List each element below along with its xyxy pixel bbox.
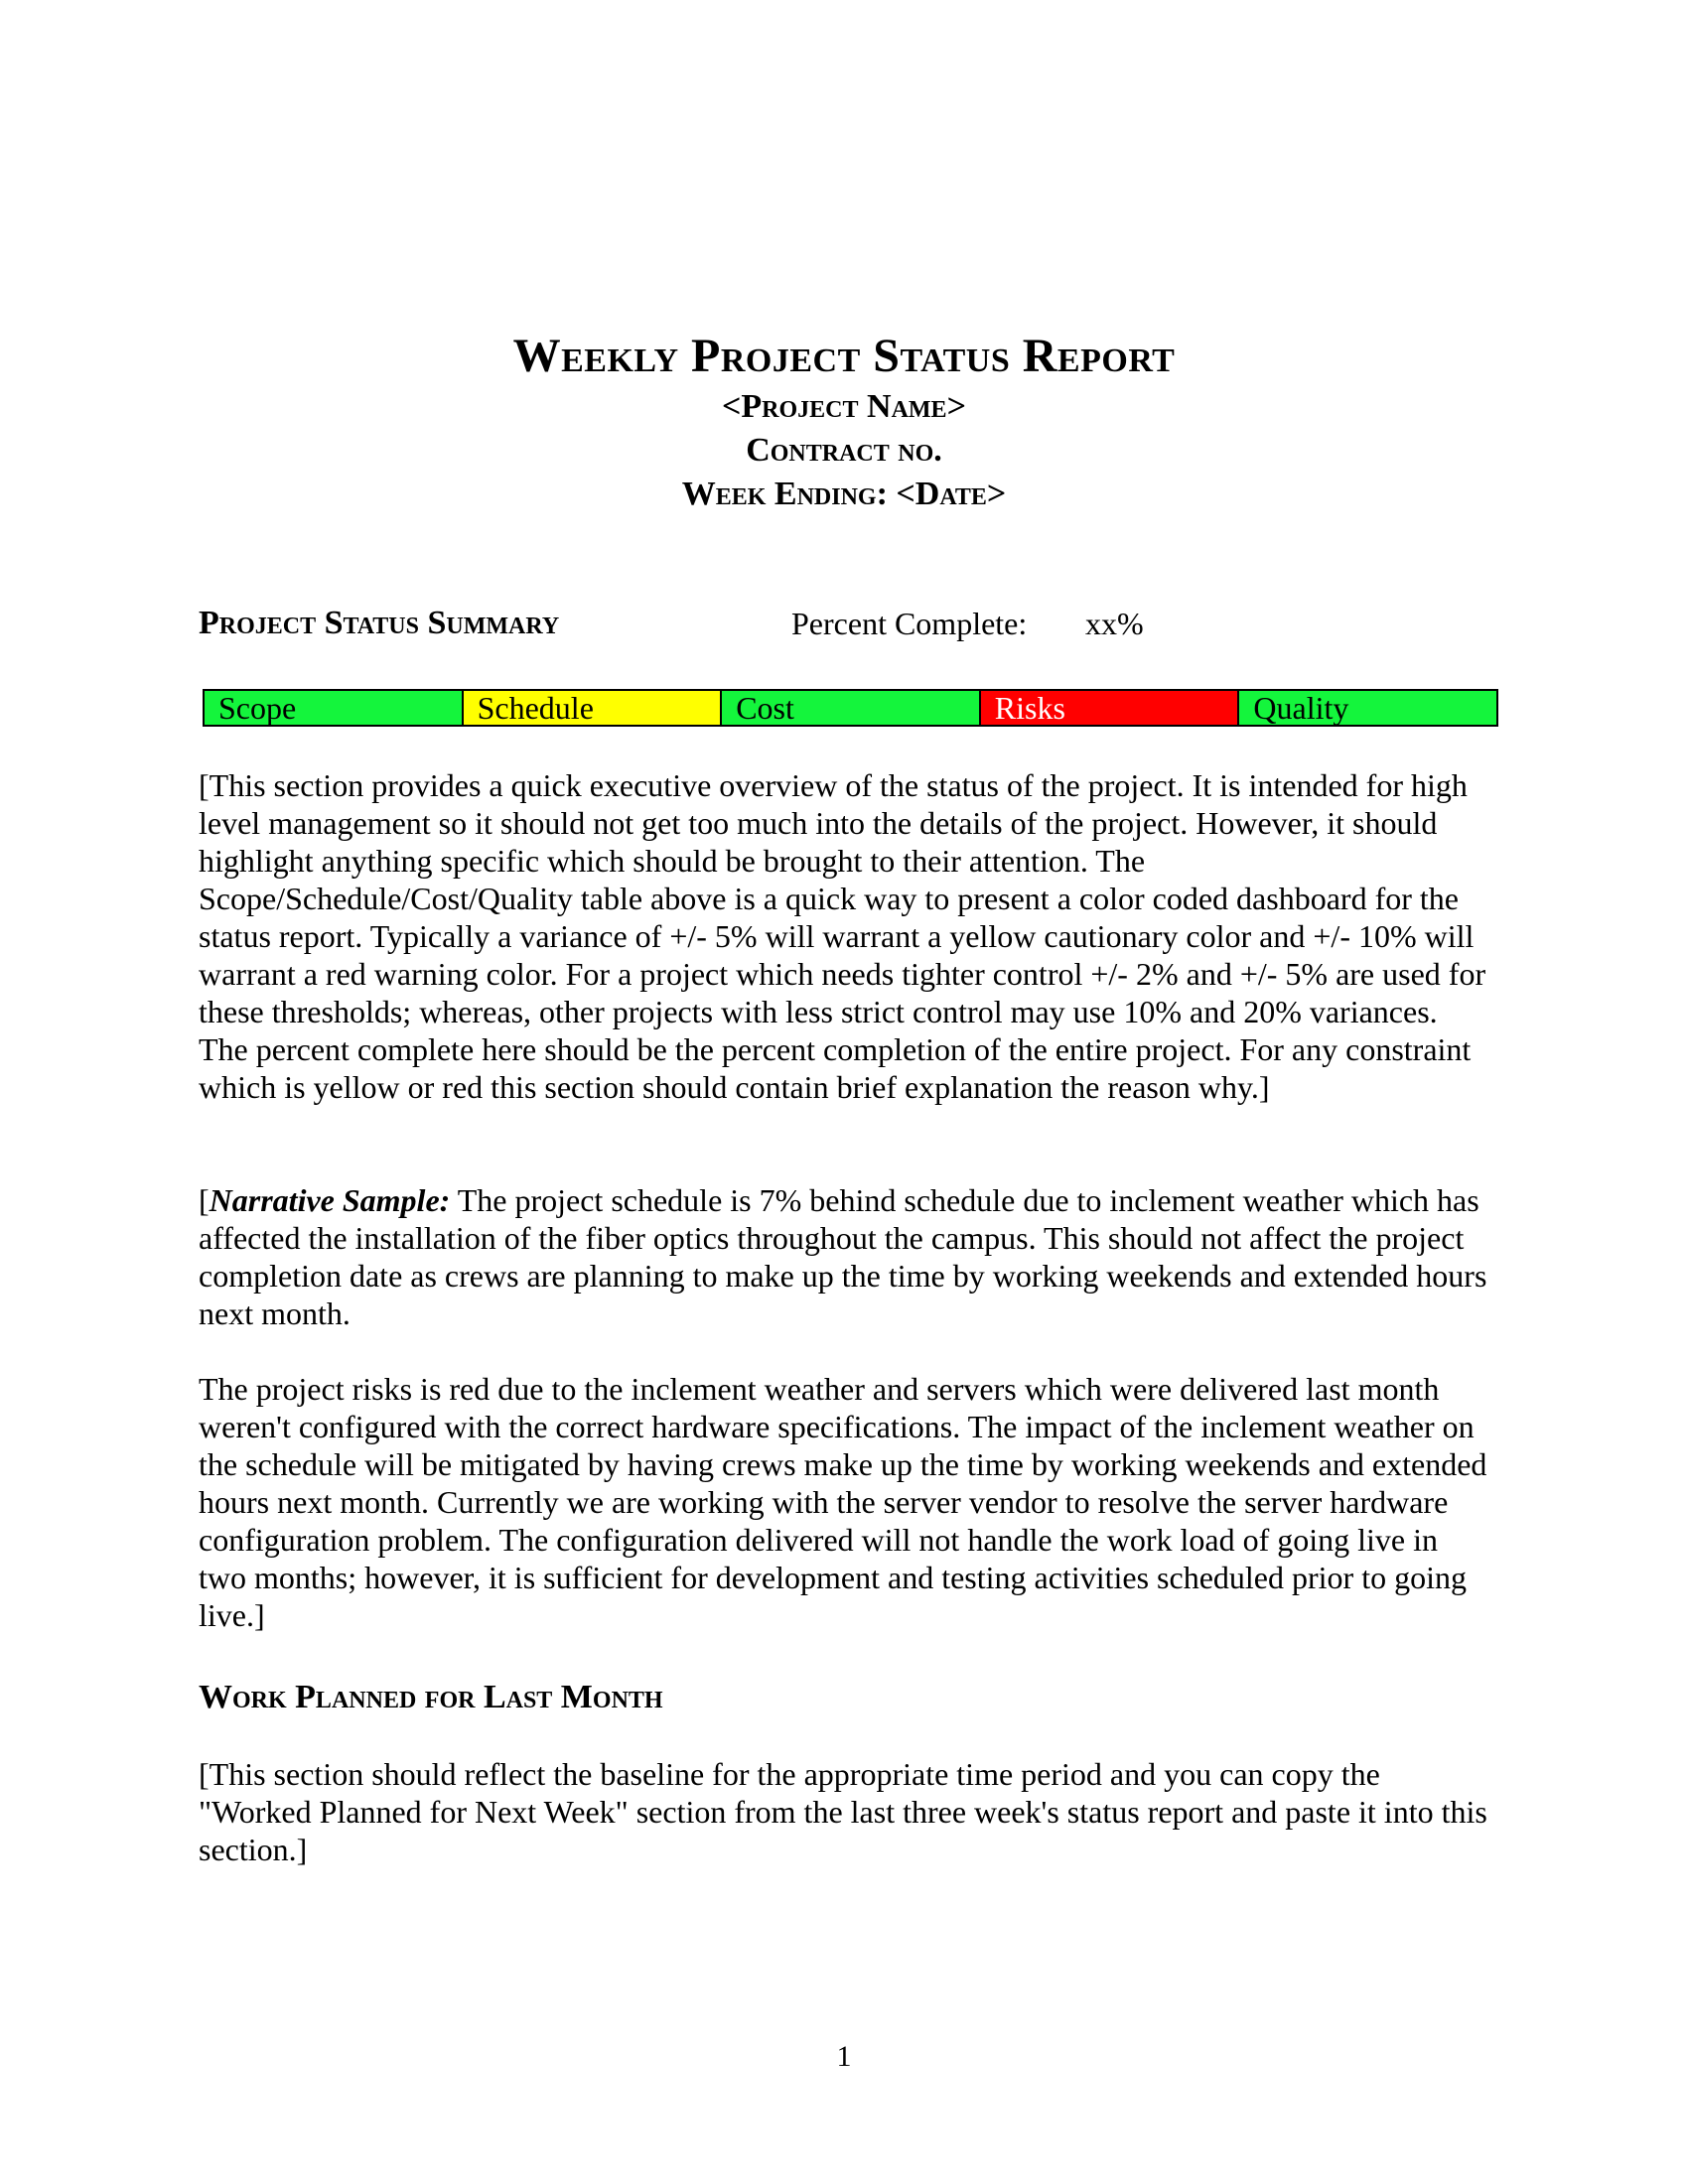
status-dashboard-table	[203, 689, 1498, 727]
overview-paragraph: [This section provides a quick executive overview of the status of the project. It is intended for high level management so it should not get too much into the details of the project. However, it should highlight anything specific which should be brought to their attention. The Scope/Schedule/Cost/Quality table above is a quick way to present a color coded dashboard for the status report. Typically a variance of +/- 5% will warrant a yellow cautionary color and +/- 10% will warrant a red warning color. For a project which needs tighter control +/- 2% and +/- 5% are used for these thresholds; whereas, other projects with less strict control may use 10% and 20% variances. The percent complete here should be the percent completion of the entire project. For any constraint which is yellow or red this section should contain brief explanation the reason why.]	[199, 767, 1486, 1105]
risks-paragraph: The project risks is red due to the inclement weather and servers which were delivered last month weren't configured with the correct hardware specifications. The impact of the inclement weather on the schedule will be mitigated by having crews make up the time by working weekends and extended hours next month. Currently we are working with the server vendor to resolve the server hardware configuration problem. The configuration delivered will not handle the work load of going live in two months; however, it is sufficient for development and testing activities scheduled prior to going live.]	[199, 1371, 1487, 1633]
title-block	[0, 328, 1688, 516]
dashboard-cell-schedule: Schedule	[464, 691, 723, 725]
dashboard-cell-quality: Quality	[1239, 691, 1496, 725]
dashboard-cell-risks: Risks	[981, 691, 1240, 725]
status-summary-heading: Project Status Summary	[199, 605, 560, 641]
contract-number: Contract no.	[746, 432, 942, 469]
percent-complete-label: Percent Complete:	[791, 606, 1028, 641]
work-planned-paragraph: [This section should reflect the baseline for the appropriate time period and you can copy the "Worked Planned for Next Week" section from the last three week's status report and paste it into this section.]	[199, 1756, 1487, 1867]
week-ending: Week Ending: <Date>	[681, 476, 1007, 512]
work-planned-heading: Work Planned for Last Month	[199, 1679, 663, 1715]
narrative-paragraph	[199, 1181, 1489, 1332]
narrative-open-bracket: [	[199, 1182, 210, 1218]
page-number: 1	[836, 2040, 852, 2073]
dashboard-cell-cost: Cost	[722, 691, 981, 725]
narrative-label: Narrative Sample:	[209, 1182, 451, 1218]
project-name: <Project Name>	[722, 388, 966, 425]
narrative-text: The project schedule is 7% behind schedule due to inclement weather which has affected the installation of the fiber optics throughout the campus. This should not affect the project completion date as crews are planning to make up the time by working weekends and extended hours next month.	[199, 1182, 1487, 1331]
report-title: Weekly Project Status Report	[512, 330, 1176, 382]
status-summary-row	[199, 602, 1489, 645]
percent-complete-value: xx%	[1085, 606, 1144, 641]
dashboard-cell-scope: Scope	[205, 691, 464, 725]
